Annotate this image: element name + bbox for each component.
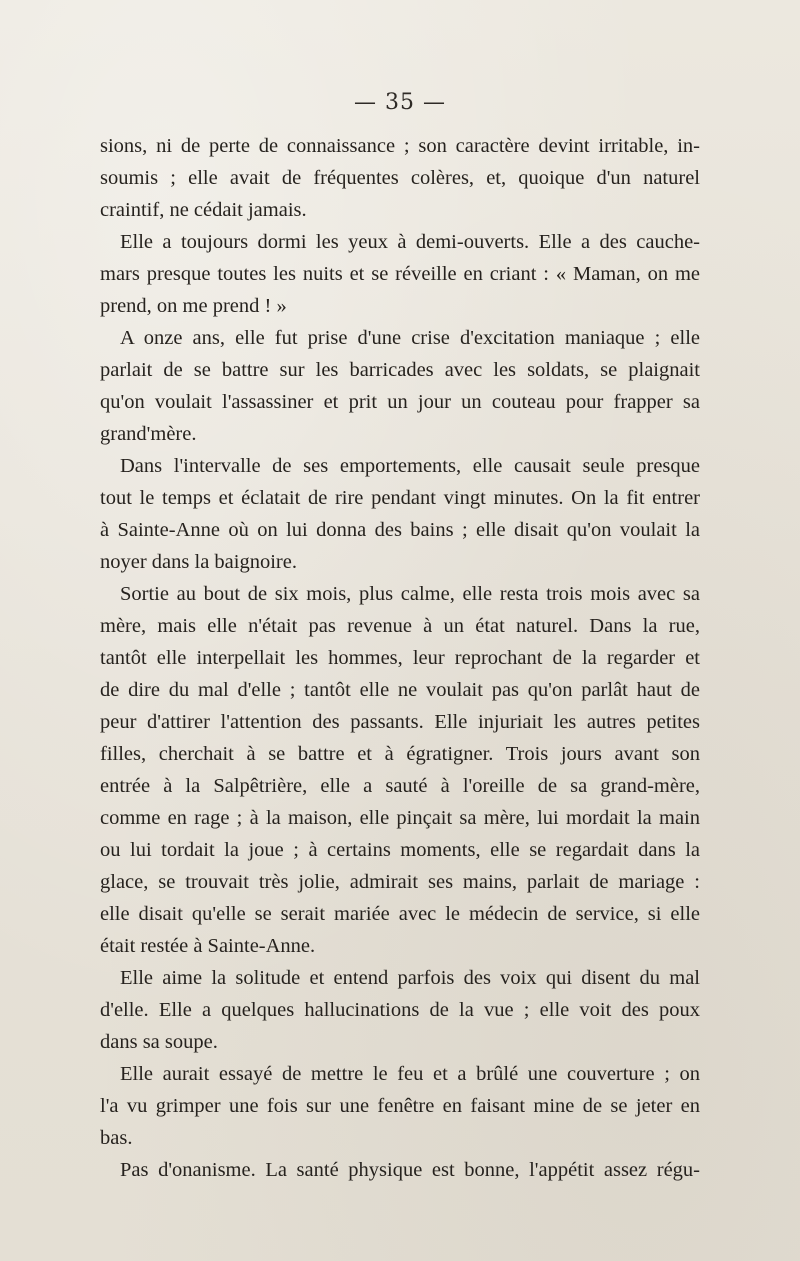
text-line: tout le temps et éclatait de rire pendant vingt minutes. On la fit entrer — [100, 487, 700, 509]
page-number: — 35 — — [354, 90, 446, 115]
text-line: mère, mais elle n'était pas revenue à un état naturel. Dans la rue, — [100, 615, 700, 637]
text-line: glace, se trouvait très jolie, admirait ses mains, parlait de mariage : — [100, 871, 700, 893]
text-line: mars presque toutes les nuits et se réveille en criant : « Maman, on me — [100, 263, 700, 285]
text-line: Elle aime la solitude et entend parfois des voix qui disent du mal — [120, 967, 700, 989]
text-line: bas. — [100, 1127, 133, 1149]
text-line: grand'mère. — [100, 423, 197, 445]
text-line: Pas d'onanisme. La santé physique est bonne, l'appétit assez régu- — [120, 1159, 700, 1181]
text-line: Elle a toujours dormi les yeux à demi-ouverts. Elle a des cauche- — [120, 231, 700, 253]
text-line: noyer dans la baignoire. — [100, 551, 297, 573]
text-line: Dans l'intervalle de ses emportements, elle causait seule presque — [120, 455, 700, 477]
text-line: d'elle. Elle a quelques hallucinations de la vue ; elle voit des poux — [100, 999, 700, 1021]
text-line: elle disait qu'elle se serait mariée avec le médecin de service, si elle — [100, 903, 700, 925]
text-line: peur d'attirer l'attention des passants. Elle injuriait les autres petites — [100, 711, 700, 733]
text-line: l'a vu grimper une fois sur une fenêtre en faisant mine de se jeter en — [100, 1095, 700, 1117]
text-line: Elle aurait essayé de mettre le feu et a brûlé une couverture ; on — [120, 1063, 700, 1085]
text-line: sions, ni de perte de connaissance ; son caractère devint irritable, in- — [100, 135, 700, 157]
text-line: prend, on me prend ! » — [100, 295, 287, 317]
text-line: tantôt elle interpellait les hommes, leur reprochant de la regarder et — [100, 647, 700, 669]
body-text — [100, 130, 700, 1186]
text-line: A onze ans, elle fut prise d'une crise d'excitation maniaque ; elle — [120, 327, 700, 349]
text-line: entrée à la Salpêtrière, elle a sauté à l'oreille de sa grand-mère, — [100, 775, 700, 797]
text-line: qu'on voulait l'assassiner et prit un jour un couteau pour frapper sa — [100, 391, 700, 413]
text-line: dans sa soupe. — [100, 1031, 218, 1053]
text-line: de dire du mal d'elle ; tantôt elle ne voulait pas qu'on parlât haut de — [100, 679, 700, 701]
text-line: soumis ; elle avait de fréquentes colères, et, quoique d'un naturel — [100, 167, 700, 189]
text-line: parlait de se battre sur les barricades avec les soldats, se plaignait — [100, 359, 700, 381]
text-line: était restée à Sainte-Anne. — [100, 935, 316, 957]
text-line: ou lui tordait la joue ; à certains moments, elle se regardait dans la — [100, 839, 700, 861]
text-line: Sortie au bout de six mois, plus calme, elle resta trois mois avec sa — [120, 583, 700, 605]
text-line: comme en rage ; à la maison, elle pinçait sa mère, lui mordait la main — [100, 807, 700, 829]
text-line: filles, cherchait à se battre et à égratigner. Trois jours avant son — [100, 743, 700, 765]
text-line: à Sainte-Anne où on lui donna des bains ; elle disait qu'on voulait la — [100, 519, 700, 541]
text-line: craintif, ne cédait jamais. — [100, 199, 307, 221]
